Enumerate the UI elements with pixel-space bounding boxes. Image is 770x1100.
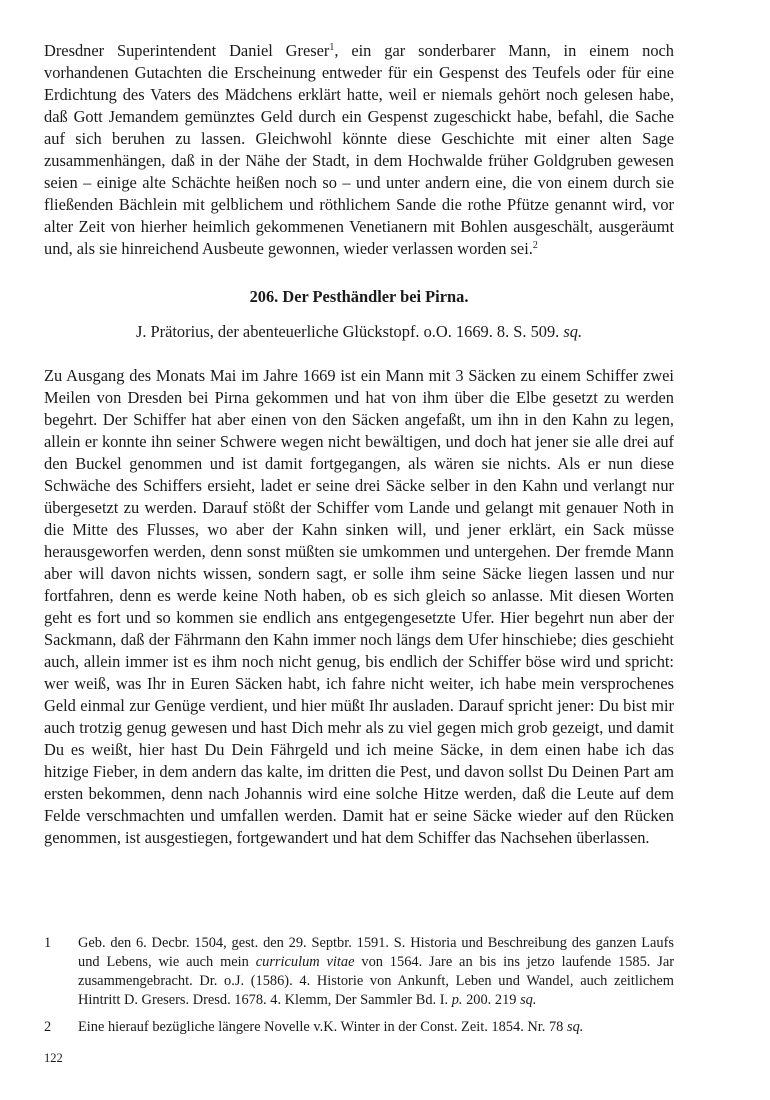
footnote-text: [78, 934, 674, 1010]
footnote-emphasis: sq.: [566, 1019, 584, 1035]
footnote-text-part: 200. 219: [462, 992, 521, 1008]
footnote-text-part: von 1564. Jare an bis ins jetzo laufende 1585. Jar zusammengebracht. Dr. o.J. (1586). 4. Historie von Ankunft, Leben und Wandel, auch zeitlichem Hintritt D. Gresers. Dresd. 1678. 4. Klemm, Der Sammler Bd. I.: [78, 954, 675, 1008]
footnote-number: 1: [44, 935, 52, 951]
intro-text-a: Dresdner Superintendent Daniel Greser: [44, 41, 330, 60]
footnote-emphasis: sq.: [520, 992, 537, 1008]
footnote-number: 2: [44, 1019, 52, 1035]
page-content: [44, 40, 674, 849]
source-text: J. Prätorius, der abenteuerliche Glückstopf. o.O. 1669. 8. S. 509.: [135, 322, 564, 341]
intro-text-b: , ein gar sonderbarer Mann, in einem noch vorhandenen Gutachten die Erscheinung entweder für ein Gespenst des Teufels oder für eine Erdichtung des Vaters des Mädchens erklärt hatte, weil er niemals gehört noch gelesen habe, daß Gott Jemandem gemünztes Geld durch ein Gespenst zugeschickt habe, befahl, die Sache auf sich beruhen zu lassen. Gleichwohl könnte diese Geschichte mit einer alten Sage zusammenhängen, daß in der Nähe der Stadt, in dem Hochwalde früher Goldgruben gewesen seien – einige alte Schächte heißen noch so – und unter andern eine, die von einem durch sie fließenden Bächlein mit gelblichem und röthlichem Sande die rothe Pfütze genannt wird, vor alter Zeit von hierher heimlich gekommenen Venetianern mit Bohlen ausgeschält, ausgeräumt und, als sie hinreichend Ausbeute gewonnen, wieder verlassen worden sei.: [44, 41, 674, 258]
source-emphasis: sq.: [563, 322, 583, 341]
footnote-ref-2[interactable]: 2: [532, 240, 538, 251]
story-title: 206. Der Pesthändler bei Pirna.: [249, 287, 469, 306]
footnote-emphasis: curriculum vitae: [255, 954, 355, 970]
footnote-2: [44, 1018, 674, 1037]
page-number: 122: [44, 1051, 63, 1065]
intro-paragraph: [44, 40, 674, 260]
story-source: [44, 321, 674, 343]
footnote-text: [78, 1018, 674, 1037]
footnote-1: [44, 934, 674, 1010]
story-body: Zu Ausgang des Monats Mai im Jahre 1669 ist ein Mann mit 3 Säcken zu einem Schiffer zwei Meilen von Dresden bei Pirna gekommen und hat von ihm über die Elbe gesetzt zu werden begehrt. Der Schiffer hat aber einen von den Säcken angefaßt, um ihn in den Kahn zu legen, allein er konnte ihn seiner Schwere wegen nicht bewältigen, und doch hat jener sie alle drei auf den Buckel genommen und ist damit fortgegangen, als wären sie nichts. Als er nun diese Schwäche des Schiffers ersieht, ladet er seine drei Säcke selber in den Kahn und verlangt nur übergesetzt zu werden. Darauf stößt der Schiffer vom Lande und gelangt mit genauer Noth in die Mitte des Flusses, wo aber der Kahn sinken will, und jener erklärt, ein Sack müsse herausgeworfen werden, denn sonst müßten sie umkommen und untergehen. Der fremde Mann aber will davon nichts wissen, sondern sagt, er solle ihm seine Säcke liegen lassen und nur fortfahren, denn es werde keine Noth haben, ob es sich gleich so anlasse. Mit diesen Worten geht es fort und so kommen sie endlich ans entgegengesetzte Ufer. Hier begehrt nun aber der Sackmann, daß der Fährmann den Kahn immer noch längs dem Ufer hinschiebe; dies geschieht auch, allein immer ist es ihm noch nicht genug, bis endlich der Schiffer böse wird und spricht: wer weiß, was Ihr in Euren Säcken habt, ich fahre nicht weiter, ich habe mein versprochenes Geld einmal zur Genüge verdient, und hier müßt Ihr ausladen. Darauf spricht jener: Du bist mir auch trotzig genug gewesen und hast Dich mehr als zu viel gegen mich grob gezeigt, und damit Du es weißt, hier hast Du Dein Fährgeld und ich meine Säcke, in dem einen habe ich das hitzige Fieber, in dem andern das kalte, im dritten die Pest, und davon sollst Du Deinen Part am ersten bekommen, denn nach Johannis wird eine solche Hitze werden, daß die Leute auf dem Felde verschmachten und umfallen werden. Damit hat er seine Säcke wieder auf den Rücken genommen, ist ausgestiegen, fortgewandert und hat dem Schiffer das Nachsehen überlassen.: [44, 366, 674, 847]
footnotes: [44, 934, 674, 1045]
footnote-text-part: Geb. den 6. Decbr. 1504, gest. den 29. Septbr. 1591. S. Historia und Beschreibung des ganzen Laufs und Lebens, wie auch mein: [78, 935, 674, 970]
footnote-emphasis: p.: [451, 992, 463, 1008]
footnote-text-part: Eine hierauf bezügliche längere Novelle v.K. Winter in der Const. Zeit. 1854. Nr. 78: [78, 1019, 567, 1035]
footnote-ref-1[interactable]: 1: [329, 42, 335, 53]
